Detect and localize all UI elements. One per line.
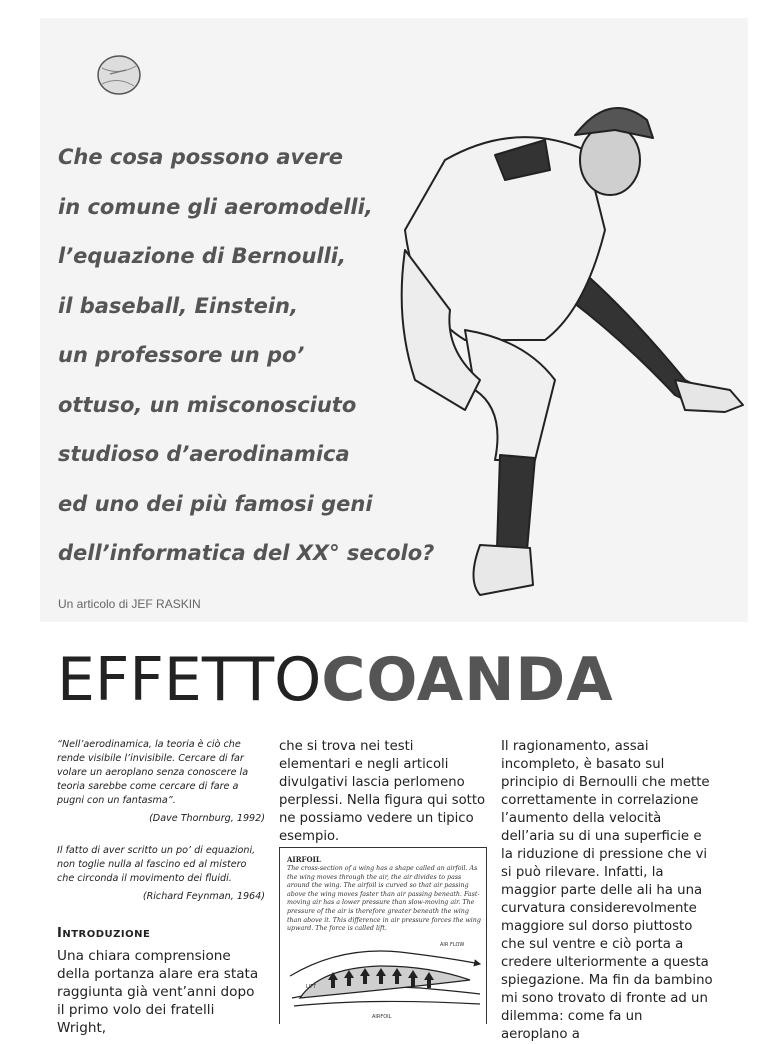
headline-line: il baseball, Einstein, <box>58 293 298 318</box>
airfoil-figure <box>279 847 487 1024</box>
column-2 <box>279 738 489 846</box>
epigraph-citation: (Richard Feynman, 1964) <box>142 891 265 902</box>
airfoil-label: AIRFOIL <box>372 1014 392 1020</box>
epigraph-quote: “Nell’aerodinamica, la teoria è ciò che rende visibile l’invisibile. Cercare di far volare un aeroplano senza conoscere la teoria sarebbe come cercare di fare a pugni con un fantasma”. <box>57 739 249 806</box>
column-3 <box>501 738 713 1044</box>
title-bold: COANDA <box>321 645 614 715</box>
article-title <box>57 645 614 715</box>
epigraph-quote: Il fatto di aver scritto un po’ di equazioni, non toglie nulla al fascino ed al mistero che circonda il movimento dei fluidi. <box>57 845 256 884</box>
epigraph-citation: (Dave Thornburg, 1992) <box>149 813 265 824</box>
lift-label: LIFT <box>306 984 317 990</box>
column-1 <box>57 738 265 1037</box>
airflow-label: AIR FLOW <box>440 942 465 948</box>
headline-line: dell’informatica del XX° secolo? <box>58 541 435 565</box>
byline: Un articolo di JEF RASKIN <box>58 597 201 611</box>
headline <box>58 140 434 586</box>
headline-line: l’equazione di Bernoulli, <box>58 244 346 268</box>
airfoil-diagram <box>280 848 487 1024</box>
headline-line: un professore un po’ <box>58 343 305 367</box>
body-paragraph: che si trova nei testi elementari e negli articoli divulgativi lascia perlomeno perplessi. Nella figura qui sotto ne possiamo vedere un tipico esempio. <box>279 739 486 844</box>
figure-caption: The cross-section of a wing has a shape called an airfoil. As the wing moves through the air, the air divides to pass around the wing. The airfoil is curved so that air passing above the wing moves faster than air passing beneath. Fast-moving air has a lower pressure than slow-moving air. The pressure of the air is therefore greater beneath the wing than above it. This difference in air pressure forces the wing upward. The force is called lift. <box>287 865 481 933</box>
figure-title: AIRFOIL <box>287 855 321 864</box>
headline-line: studioso d’aerodinamica <box>58 442 350 466</box>
title-thin: EFFETTO <box>57 645 322 715</box>
body-paragraph: Il ragionamento, assai incompleto, è basato sul principio di Bernoulli che mette correttamente in correlazione l’aumento della velocità dell’aria su di una superficie e la riduzione di pressione che vi si può rilevare. Infatti, la maggior parte delle ali ha una curvatura considerevolmente maggiore sul dorso piuttosto che sul ventre e ciò porta a credere ulteriormente a questa spiegazione. Ma fin da bambino mi sono trovato di fronte ad un dilemma: come fa un aeroplano a <box>501 739 713 1042</box>
headline-line: Che cosa possono avere <box>58 145 344 169</box>
body-paragraph: Una chiara comprensione della portanza alare era stata raggiunta già vent’anni dopo il primo volo dei fratelli Wright, <box>57 948 259 1036</box>
baseball-illustration <box>96 54 142 96</box>
headline-line: ottuso, un misconosciuto <box>58 392 357 417</box>
section-heading: INTRODUZIONE <box>57 926 151 941</box>
headline-line: in comune gli aeromodelli, <box>58 194 373 219</box>
headline-line: ed uno dei più famosi geni <box>58 491 373 516</box>
pitcher-illustration <box>385 80 750 620</box>
